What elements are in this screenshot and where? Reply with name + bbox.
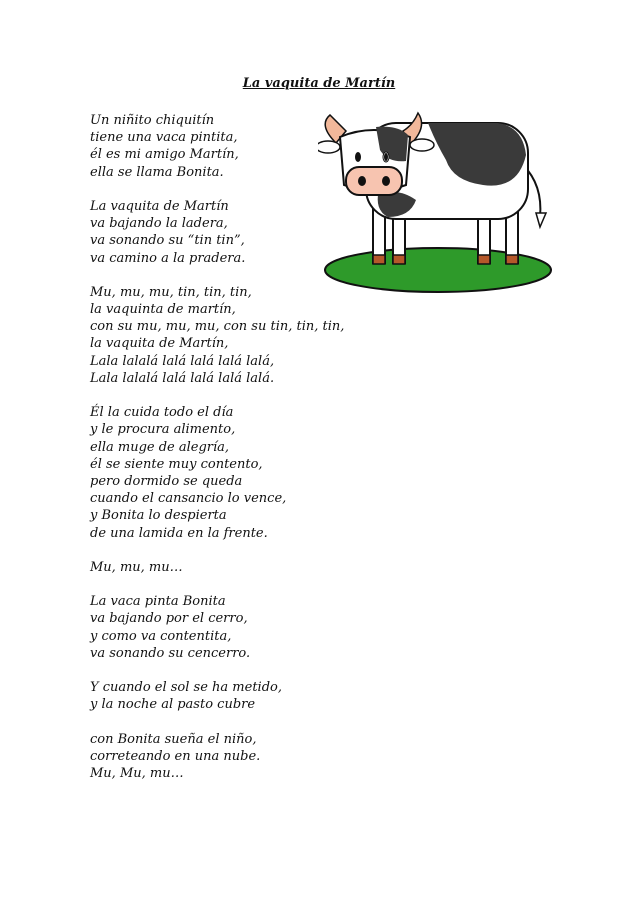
poem-stanza <box>90 198 410 267</box>
page-title: La vaquita de Martín <box>242 76 396 91</box>
poem-stanza <box>90 404 410 542</box>
poem-line: él se siente muy contento, <box>90 456 263 472</box>
poem-line: Mu, mu, mu, tin, tin, tin, <box>90 284 252 300</box>
poem-line: la vaquita de Martín, <box>90 336 229 352</box>
poem-line: Él la cuida todo el día <box>90 405 234 421</box>
poem-line: Mu, Mu, mu… <box>90 766 184 782</box>
poem-line: tiene una vaca pintita, <box>90 130 238 146</box>
poem-stanza <box>90 731 410 783</box>
poem-line: La vaca pinta Bonita <box>90 594 226 610</box>
poem-line: va bajando por el cerro, <box>90 611 248 627</box>
poem-line: y como va contentita, <box>90 628 232 644</box>
poem-body <box>90 112 410 800</box>
poem-line: va camino a la pradera. <box>90 250 246 266</box>
poem-line: y le procura alimento, <box>90 422 236 438</box>
poem-line: va bajando la ladera, <box>90 216 228 232</box>
poem-stanza <box>90 679 410 713</box>
poem-line: y Bonita lo despierta <box>90 508 227 524</box>
poem-line: pero dormido se queda <box>90 473 243 489</box>
poem-line: La vaquita de Martín <box>90 198 229 214</box>
poem-line: va sonando su “tin tin”, <box>90 233 245 249</box>
poem-stanza <box>90 559 410 576</box>
poem-line: él es mi amigo Martín, <box>90 147 239 163</box>
poem-line: Mu, mu, mu… <box>90 559 183 575</box>
poem-line: ella muge de alegría, <box>90 439 230 455</box>
poem-line: Lala lalalá lalá lalá lalá lalá. <box>90 370 275 386</box>
poem-line: Lala lalalá lalá lalá lalá lalá, <box>90 353 275 369</box>
poem-stanza <box>90 112 410 181</box>
poem-stanza <box>90 284 410 387</box>
poem-line: Y cuando el sol se ha metido, <box>90 680 282 696</box>
poem-line: Un niñito chiquitín <box>90 113 215 128</box>
poem-line: ella se llama Bonita. <box>90 164 224 180</box>
poem-stanza <box>90 593 410 662</box>
poem-line: con Bonita sueña el niño, <box>90 731 257 747</box>
poem-line: la vaquinta de martín, <box>90 302 236 318</box>
poem-line: correteando en una nube. <box>90 748 261 764</box>
poem-line: y la noche al pasto cubre <box>90 697 256 713</box>
poem-line: con su mu, mu, mu, con su tin, tin, tin, <box>90 319 345 335</box>
poem-line: de una lamida en la frente. <box>90 525 268 541</box>
poem-line: va sonando su cencerro. <box>90 645 251 661</box>
poem-line: cuando el cansancio lo vence, <box>90 491 287 507</box>
